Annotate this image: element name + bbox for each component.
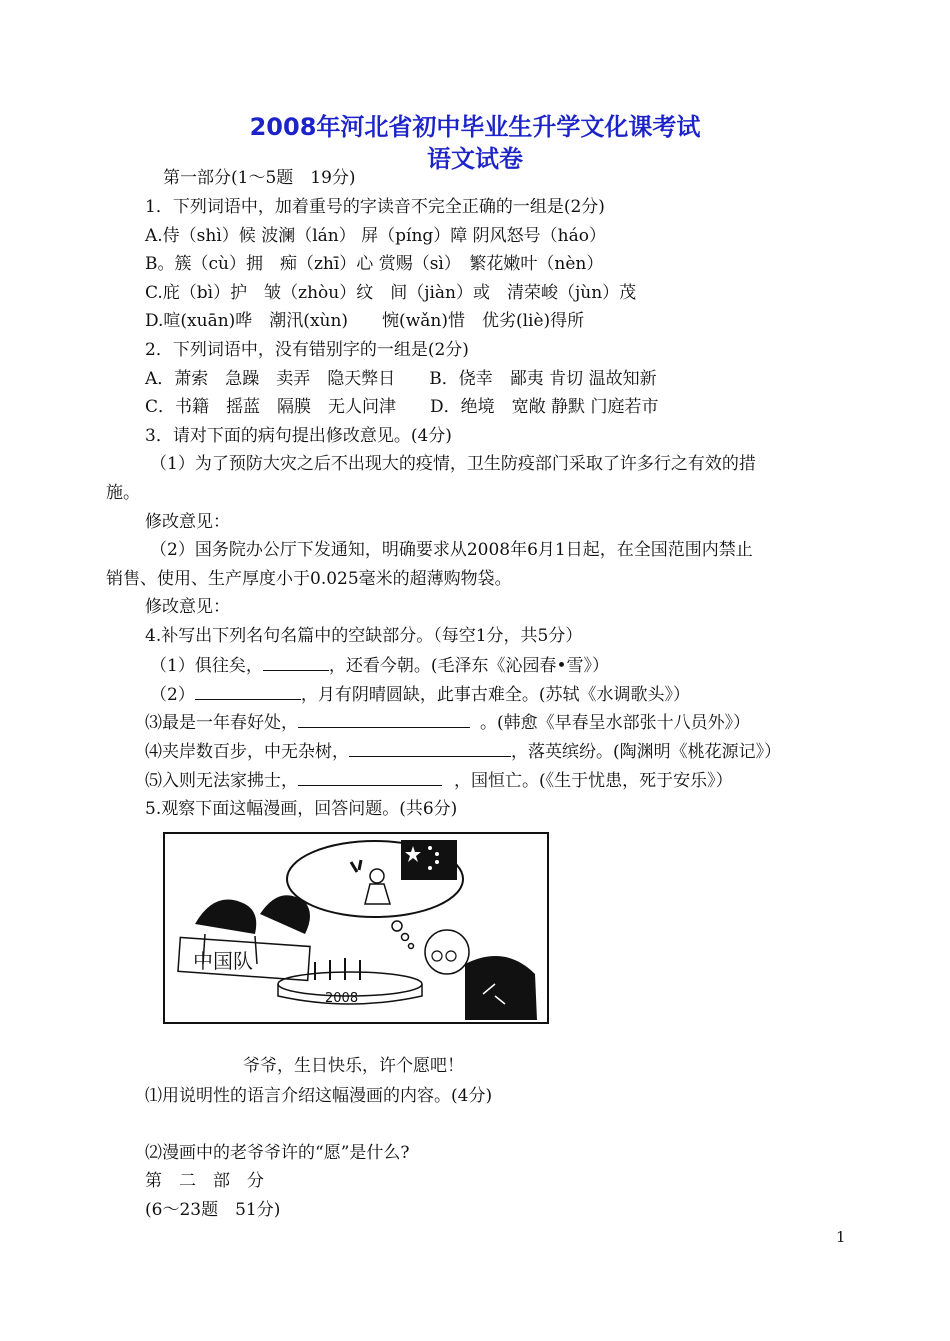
q1-stem: 1．下列词语中，加着重号的字读音不完全正确的一组是(2分) [145,197,605,217]
q3-stem: 3．请对下面的病句提出修改意见。(4分) [145,426,452,446]
q1-option-a: A.侍（shì）候 波澜（lán） 屏（píng）障 阴风怒号（háo） [145,226,606,246]
answer-blank[interactable] [349,740,511,757]
q4-line1: （1）俱往矣， ，还看今朝。(毛泽东《沁园春•雪》） [150,656,609,676]
exam-subtitle: 语文试卷 [427,145,523,173]
q5-sub1: ⑴用说明性的语言介绍这幅漫画的内容。(4分) [145,1086,493,1106]
q1-option-c: C.庇（bì）护 皱（zhòu）纹 间（jiàn）或 清荣峻（jùn）茂 [145,283,637,303]
q3-edit-label-1: 修改意见： [145,512,230,532]
q3-sentence2: （2）国务院办公厅下发通知，明确要求从2008年6月1日起，在全国范围内禁止 [150,540,753,560]
q2-options-ab: A．萧索 急躁 卖弄 隐天弊日 B．侥幸 鄙夷 肯切 温故知新 [145,369,657,389]
cartoon-caption: 爷爷，生日快乐，许个愿吧！ [243,1056,464,1076]
cartoon-team-text: 中国队 [193,949,253,973]
cartoon-year-text: 2008 [325,991,359,1006]
q4-stem: 4.补写出下列名句名篇中的空缺部分。（每空1分，共5分） [145,626,583,646]
q2-stem: 2．下列词语中，没有错别字的一组是(2分) [145,340,469,360]
q1-option-b: B。簇（cù）拥 痴（zhī）心 赏赐（sì） 繁花嫩叶（nèn） [145,254,604,274]
q3-sentence1-cont: 施。 [106,483,140,503]
part2-range: (6～23题 51分) [145,1200,281,1220]
q3-sentence2-cont: 销售、使用、生产厚度小于0.025毫米的超薄购物袋。 [106,569,512,589]
cartoon-drawing [165,834,547,1022]
part1-heading: 第一部分(1～5题 19分) [163,168,356,188]
q1-option-d: D.喧(xuān)哗 潮汛(xùn) 惋(wǎn)惜 优劣(liè)得所 [145,311,585,331]
answer-blank[interactable] [195,683,301,700]
q4-line4: ⑷夹岸数百步，中无杂树， ，落英缤纷。(陶渊明《桃花源记》） [145,742,782,762]
answer-blank[interactable] [298,711,470,728]
q4-line2: （2） ，月有阴晴圆缺，此事古难全。(苏轼《水调歌头》） [150,685,690,705]
q3-edit-label-2: 修改意见： [145,597,230,617]
q5-sub2: ⑵漫画中的老爷爷许的“愿”是什么? [145,1143,410,1163]
exam-title: 2008年河北省初中毕业生升学文化课考试 [249,113,701,141]
q4-line5: ⑸入则无法家拂士， ，国恒亡。(《生于忧患，死于安乐》） [145,771,733,791]
page-number: 1 [836,1228,846,1246]
q4-line3: ⑶最是一年春好处， 。(韩愈《早春呈水部张十八员外》） [145,713,751,733]
q5-stem: 5.观察下面这幅漫画，回答问题。(共6分) [145,799,458,819]
q3-sentence1: （1）为了预防大灾之后不出现大的疫情，卫生防疫部门采取了许多行之有效的措 [150,454,756,474]
answer-blank[interactable] [263,654,329,671]
answer-blank[interactable] [298,769,442,786]
cartoon-image [163,832,549,1024]
q2-options-cd: C．书籍 摇蓝 隔膜 无人问津 D．绝境 宽敞 静默 门庭若市 [145,397,659,417]
part2-heading: 第 二 部 分 [145,1171,264,1191]
